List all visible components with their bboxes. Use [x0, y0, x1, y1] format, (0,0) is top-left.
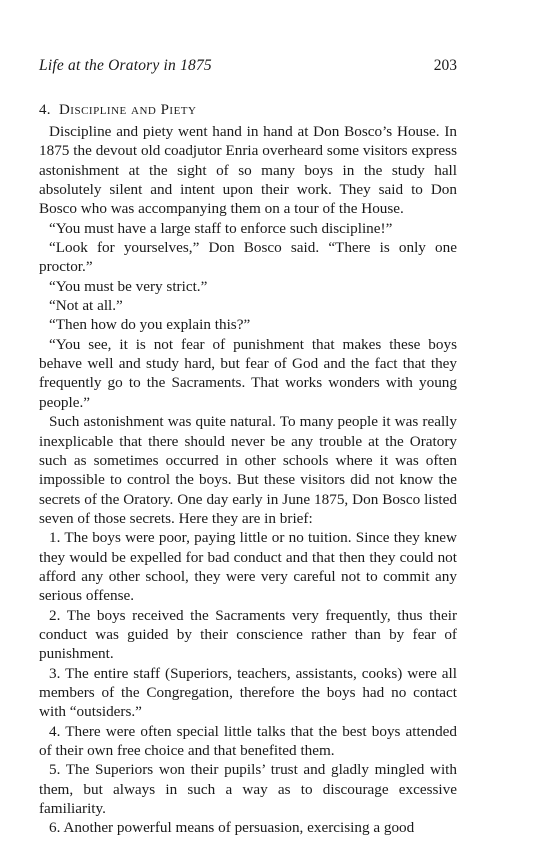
paragraph: “Then how do you explain this?” — [49, 316, 251, 334]
section-heading — [39, 101, 457, 120]
section-title: Discipline and Piety — [58, 102, 197, 118]
paragraph: “You see, it is not fear of punishment that makes these boys behave well and study hard, but fear of God and the fact that they frequently go to the Sacraments. That works wonders with young people.” — [39, 335, 457, 411]
list-item-2: 2. The boys received the Sacraments very frequently, thus their conduct was guided by their conscience rather than by fear of punishment. — [39, 606, 457, 663]
body-text — [39, 122, 457, 838]
paragraph: “Look for yourselves,” Don Bosco said. “There is only one proctor.” — [39, 239, 457, 276]
paragraph: “You must be very strict.” — [49, 277, 208, 295]
paragraph: “You must have a large staff to enforce such discipline!” — [49, 219, 393, 237]
list-item-6: 6. Another powerful means of persuasion, exercising a good — [49, 819, 415, 837]
section-number: 4. — [39, 102, 51, 118]
paragraph: Such astonishment was quite natural. To many people it was really inexplicable that there should never be any trouble at the Oratory such as sometimes occurred in other schools where it was often impossible to control the boys. But these visitors did not know the secrets of the Oratory. One day early in June 1875, Don Bosco listed seven of those secrets. Here they are in brief: — [39, 413, 457, 527]
page-number: 203 — [433, 57, 457, 74]
running-head-title: Life at the Oratory in 1875 — [39, 57, 212, 74]
paragraph: Discipline and piety went hand in hand at Don Bosco’s House. In 1875 the devout old coadjutor Enria overheard some visitors express astonishment at the sight of so many boys in the study hall absolutely silent and intent upon their work. They said to Don Bosco who was accompanying them on a tour of the House. — [39, 123, 457, 218]
list-item-1: 1. The boys were poor, paying little or no tuition. Since they knew they would be expelled for bad conduct and that then they could not afford any other school, they were very careful not to commit any serious offense. — [39, 529, 457, 605]
list-item-3: 3. The entire staff (Superiors, teachers, assistants, cooks) were all members of the Congregation, therefore the boys had no contact with “outsiders.” — [39, 664, 457, 721]
list-item-4: 4. There were often special little talks that the best boys attended of their own free choice and that benefited them. — [39, 722, 457, 759]
book-page — [39, 57, 457, 838]
paragraph: “Not at all.” — [49, 297, 123, 315]
list-item-5: 5. The Superiors won their pupils’ trust and gladly mingled with them, but always in such a way as to discourage excessive familiarity. — [39, 761, 457, 818]
running-head — [39, 57, 457, 79]
